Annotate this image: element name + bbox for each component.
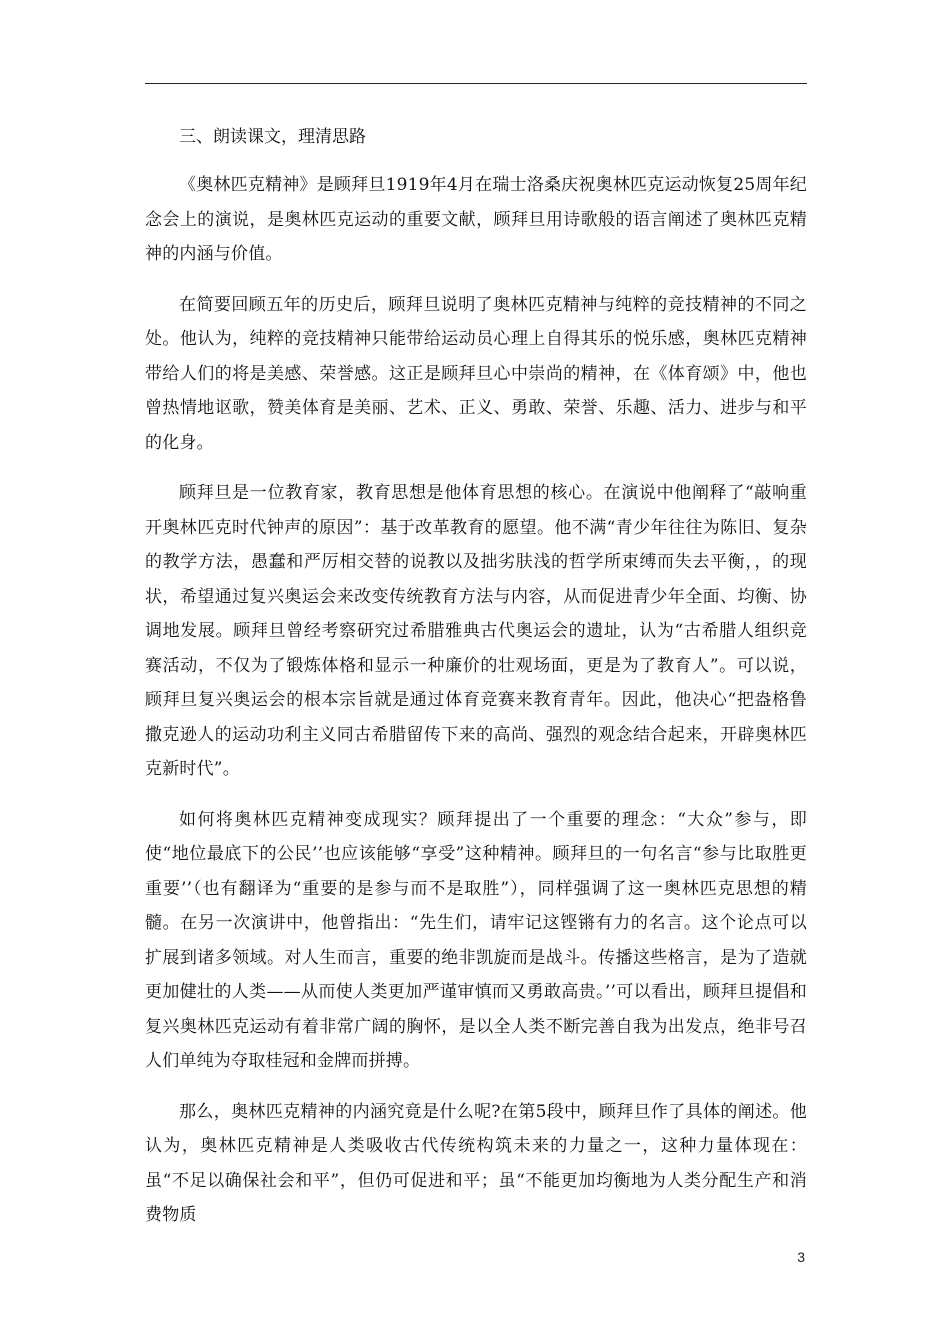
page-number: 3 xyxy=(797,1249,805,1265)
paragraph-3: 顾拜旦是一位教育家，教育思想是他体育思想的核心。在演说中他阐释了“敲响重开奥林匹克时代钟声的原因”：基于改革教育的愿望。他不满“青少年往往为陈旧、复杂的教学方法，愚蠢和严厉相交替的说教以及拙劣肤浅的哲学所束缚而失去平衡，，的现状，希望通过复兴奥运会来改变传统教育方法与内容，从而促进青少年全面、均衡、协调地发展。顾拜旦曾经考察研究过希腊雅典古代奥运会的遗址，认为“古希腊人组织竞赛活动，不仅为了锻炼体格和显示一种廉价的壮观场面，更是为了教育人”。可以说，顾拜旦复兴奥运会的根本宗旨就是通过体育竞赛来教育青年。因此，他决心“把盎格鲁撒克逊人的运动功利主义同古希腊留传下来的高尚、强烈的观念结合起来，开辟奥林匹克新时代”。 xyxy=(145,483,807,779)
paragraph-2: 在简要回顾五年的历史后，顾拜旦说明了奥林匹克精神与纯粹的竞技精神的不同之处。他认为，纯粹的竞技精神只能带给运动员心理上自得其乐的悦乐感，奥林匹克精神带给人们的将是美感、荣誉感。这正是顾拜旦心中崇尚的精神，在《体育颂》中，他也曾热情地讴歌，赞美体育是美丽、艺术、正义、勇敢、荣誉、乐趣、活力、进步与和平的化身。 xyxy=(145,294,807,453)
section-heading: 三、朗读课文，理清思路 xyxy=(179,127,366,147)
document-body xyxy=(145,120,807,1249)
header-rule xyxy=(145,83,807,84)
paragraph-1: 《奥林匹克精神》是顾拜旦1919年4月在瑞士洛桑庆祝奥林匹克运动恢复25周年纪念会上的演说，是奥林匹克运动的重要文献，顾拜旦用诗歌般的语言阐述了奥林匹克精神的内涵与价值。 xyxy=(145,175,807,264)
paragraph-4: 如何将奥林匹克精神变成现实？顾拜提出了一个重要的理念：“大众”参与，即使“地位最底下的公民’’也应该能够“享受”这种精神。顾拜旦的一句名言“参与比取胜更重要’’（也有翻译为“重要的是参与而不是取胜”），同样强调了这一奥林匹克思想的精髓。在另一次演讲中，他曾指出：“先生们，请牢记这铿锵有力的名言。这个论点可以扩展到诸多领域。对人生而言，重要的绝非凯旋而是战斗。传播这些格言，是为了造就更加健壮的人类——从而使人类更加严谨审慎而又勇敢高贵。’’可以看出，顾拜旦提倡和复兴奥林匹克运动有着非常广阔的胸怀，是以全人类不断完善自我为出发点，绝非号召人们单纯为夺取桂冠和金牌而拼搏。 xyxy=(145,809,807,1071)
paragraph-5: 那么，奥林匹克精神的内涵究竟是什么呢?在第5段中，顾拜旦作了具体的阐述。他认为，奥林匹克精神是人类吸收古代传统构筑未来的力量之一，这种力量体现在：虽“不足以确保社会和平”，但仍可促进和平；虽“不能更加均衡地为人类分配生产和消费物质 xyxy=(145,1101,807,1225)
